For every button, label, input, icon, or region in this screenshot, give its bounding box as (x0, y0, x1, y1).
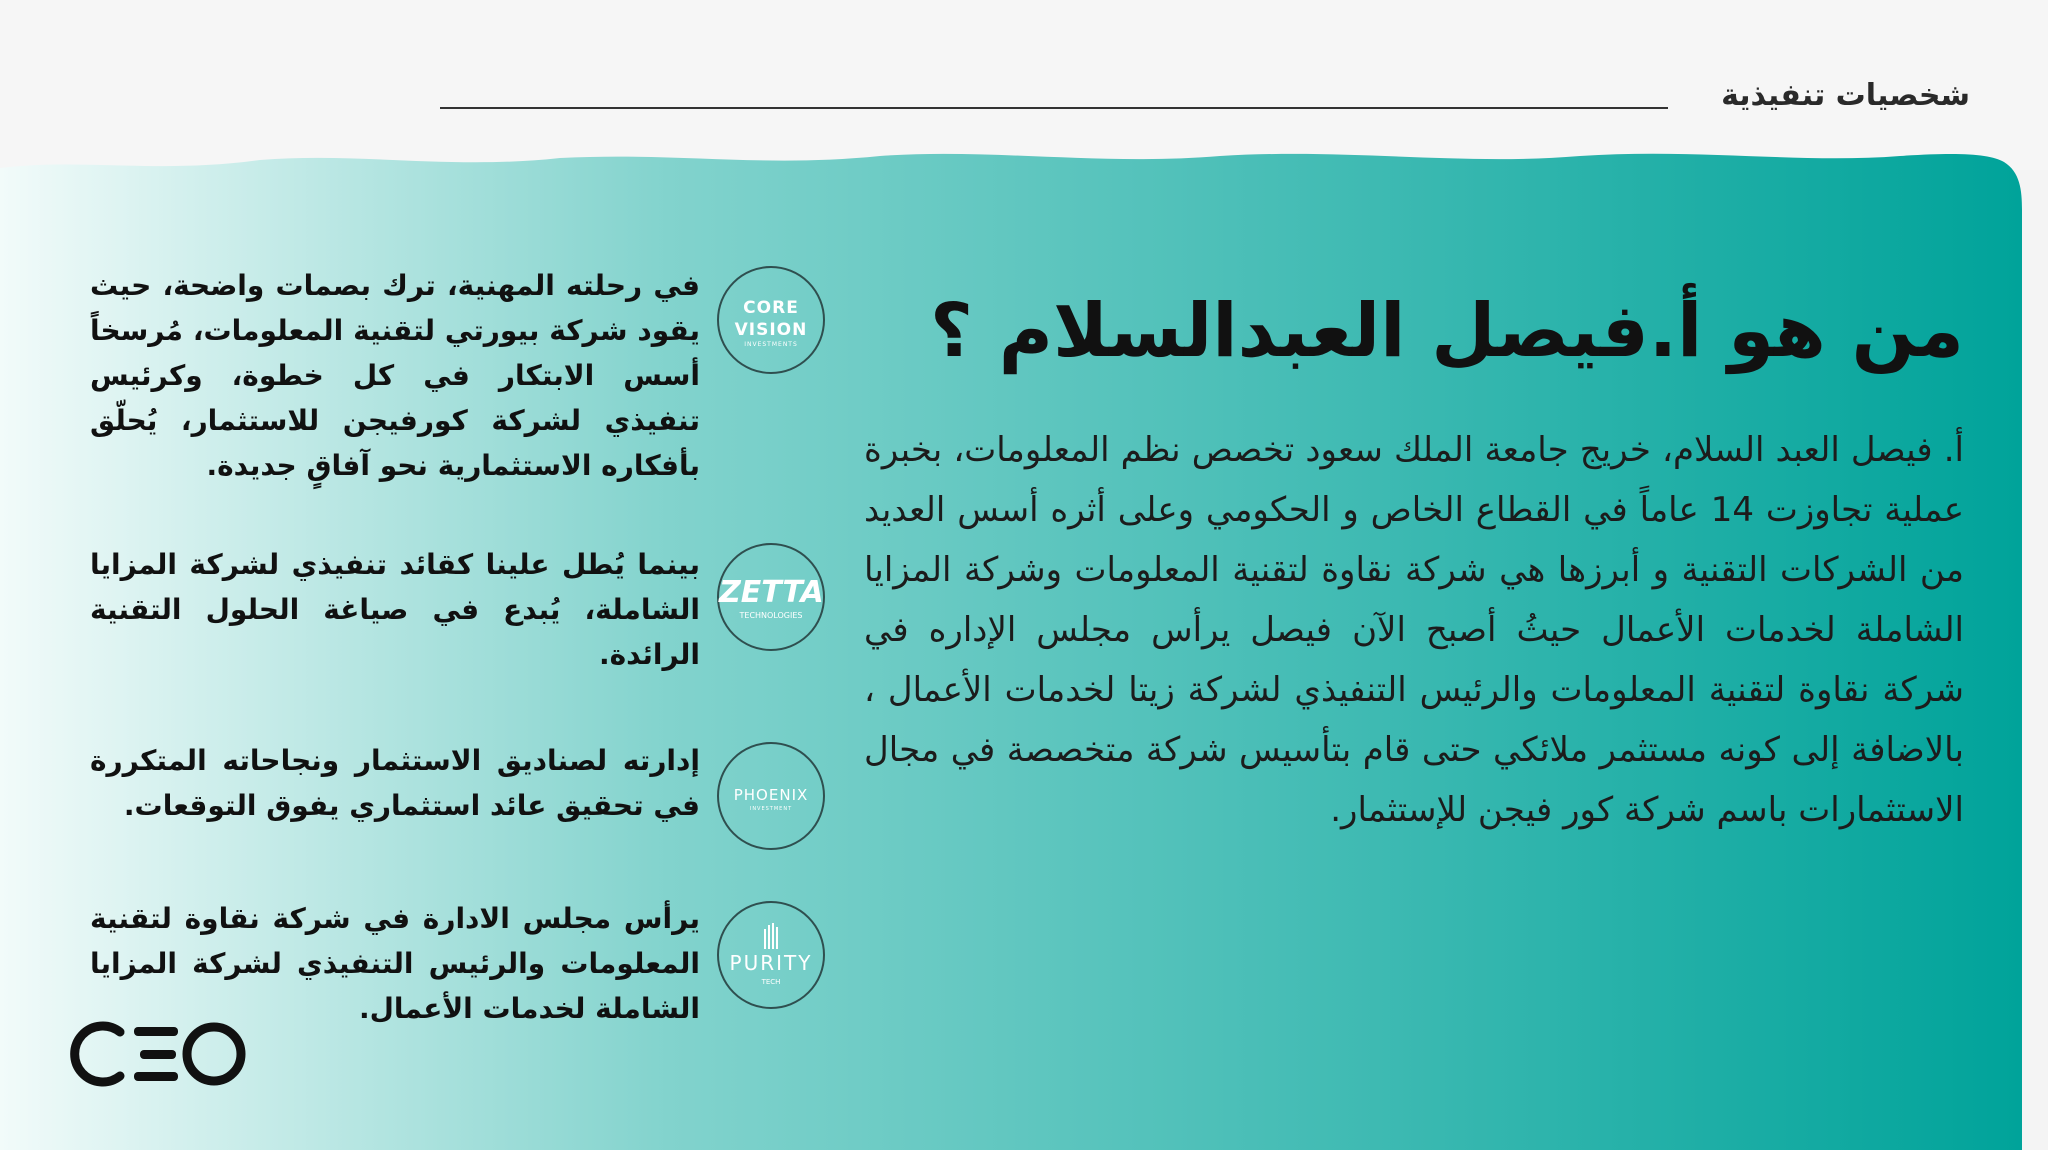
header-divider (440, 107, 1668, 109)
ceo-logo-mark (68, 1018, 248, 1090)
achievement-text: في رحلته المهنية، ترك بصمات واضحة، حيث يقود شركة بيورتي لتقنية المعلومات، مُرسخاً أسس الابتكار في كل خطوة، وكرئيس تنفيذي لشركة كورفيجن للاستثمار، يُحلّق بأفكاره الاستثمارية نحو آفاقٍ جديدة. (90, 269, 700, 482)
main-heading: من هو أ.فيصل العبدالسلام ؟ (930, 288, 1964, 374)
achievement-text: بينما يُطل علينا كقائد تنفيذي لشركة المزايا الشاملة، يُبدع في صياغة الحلول التقنية الرائدة. (90, 548, 700, 671)
achievement-item (90, 738, 825, 888)
section-title: شخصيات تنفيذية (1721, 78, 1970, 113)
achievement-text: يرأس مجلس الادارة في شركة نقاوة لتقنية المعلومات والرئيس التنفيذي لشركة المزايا الشاملة لخدمات الأعمال. (90, 902, 700, 1025)
bio-paragraph: أ. فيصل العبد السلام، خريج جامعة الملك سعود تخصص نظم المعلومات، بخبرة عملية تجاوزت 14 عاماً في القطاع الخاص و الحكومي وعلى أثره أسس العديد من الشركات التقنية و أبرزها هي شركة نقاوة لتقنية المعلومات وشركة المزايا الشاملة لخدمات الأعمال حيثُ أصبح الآن فيصل يرأس مجلس الإداره في شركة نقاوة لتقنية المعلومات والرئيس التنفيذي لشركة زيتا لخدمات الأعمال ، بالاضافة إلى كونه مستثمر ملائكي حتى قام بتأسيس شركة متخصصة في مجال الاستثمارات باسم شركة كور فيجن للإستثمار. (864, 430, 1964, 830)
achievement-text: إدارته لصناديق الاستثمار ونجاحاته المتكررة في تحقيق عائد استثماري يفوق التوقعات. (90, 744, 700, 822)
purity-bars-icon (719, 923, 823, 949)
core-vision-logo: CORE VISION INVESTMENTS (717, 266, 825, 374)
zetta-logo: ZETTA TECHNOLOGIES (717, 543, 825, 651)
phoenix-logo: PHOENIX INVESTMENT (717, 742, 825, 850)
achievement-item (90, 263, 825, 482)
ceo-logo (68, 1018, 248, 1094)
achievement-item (90, 542, 825, 692)
purity-logo: PURITY TECH (717, 901, 825, 1009)
